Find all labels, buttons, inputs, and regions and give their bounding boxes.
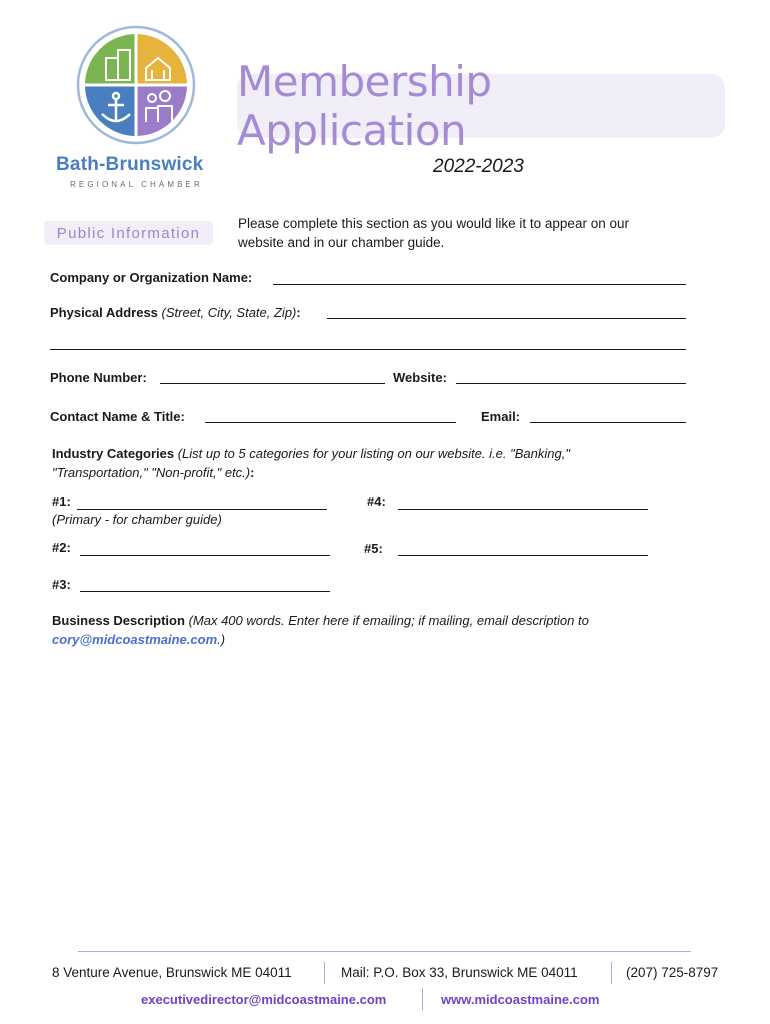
business-hint-end: .) [217,632,226,647]
category-5-field[interactable] [398,555,648,556]
industry-label: Industry Categories [52,446,175,461]
website-field[interactable] [456,383,686,384]
category-4-label: #4: [367,494,386,509]
footer-separator [324,962,325,984]
footer-divider [78,951,691,952]
category-3-label: #3: [52,577,71,592]
footer-mail: Mail: P.O. Box 33, Brunswick ME 04011 [341,965,578,980]
footer-address: 8 Venture Avenue, Brunswick ME 04011 [52,965,292,980]
business-email-link[interactable]: cory@midcoastmaine.com [52,632,218,647]
footer-separator [611,962,612,984]
phone-label: Phone Number: [50,370,147,385]
address-field-line-2[interactable] [50,349,686,350]
business-description-heading [52,611,692,649]
category-2-label: #2: [52,540,71,555]
footer-phone: (207) 725-8797 [626,965,719,980]
section-intro: Please complete this section as you would like it to appear on our website and in our chamber guide. [238,216,629,250]
category-4-field[interactable] [398,509,648,510]
category-5-label: #5: [364,541,383,556]
email-field[interactable] [530,422,686,423]
address-hint: (Street, City, State, Zip) [161,305,297,320]
contact-label: Contact Name & Title: [50,409,185,424]
address-colon: : [296,305,301,320]
logo-name: Bath-Brunswick [56,154,204,175]
industry-colon: : [250,465,255,480]
category-1-note: (Primary - for chamber guide) [52,512,222,527]
contact-field[interactable] [205,422,456,423]
industry-hint: (List up to 5 categories for your listing on our website. i.e. "Banking," "Transportation," "Non-profit," etc.) [52,446,570,480]
company-name-field[interactable] [273,284,686,285]
section-tag-public-information: Public Information [44,221,213,245]
email-label: Email: [481,409,521,424]
category-1-label: #1: [52,494,71,509]
membership-year: 2022-2023 [433,156,524,177]
footer-separator [422,988,423,1010]
title-banner [237,57,725,155]
address-label [50,305,301,320]
industry-categories-heading [52,444,652,482]
address-field-line-1[interactable] [327,318,686,319]
address-label-text: Physical Address [50,305,158,320]
category-3-field[interactable] [80,591,330,592]
business-label: Business Description [52,613,185,628]
category-1-field[interactable] [77,509,327,510]
page-title: Membership Application [237,57,492,155]
footer-email-link[interactable]: executivedirector@midcoastmaine.com [141,992,387,1007]
website-label: Website: [393,370,447,385]
logo-subtitle: REGIONAL CHAMBER [70,180,203,189]
category-2-field[interactable] [80,555,330,556]
footer-website-link[interactable]: www.midcoastmaine.com [441,992,600,1007]
company-name-label: Company or Organization Name: [50,270,253,285]
business-hint: (Max 400 words. Enter here if emailing; if mailing, email description to [188,613,589,628]
phone-field[interactable] [160,383,385,384]
